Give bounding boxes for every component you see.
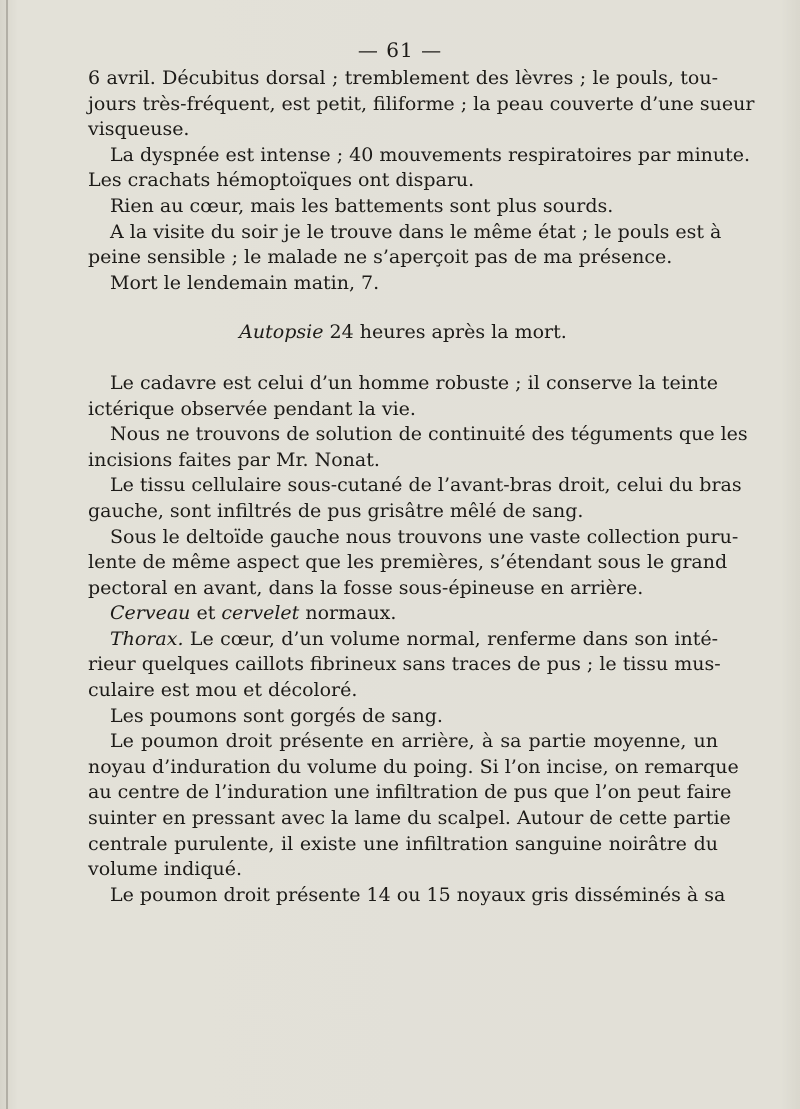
text-line: ictérique observée pendant la vie. xyxy=(88,397,416,420)
text-span: et xyxy=(190,602,222,625)
text-line xyxy=(88,627,718,653)
text-line: jours très-fréquent, est petit, filiforme ; la peau couverte d’une sueur xyxy=(88,92,755,115)
text-line xyxy=(88,601,718,627)
text-line: Les poumons sont gorgés de sang. xyxy=(110,704,443,727)
text-line: au centre de l’induration une infiltration de pus que l’on peut faire xyxy=(88,781,732,804)
page-edge-shadow xyxy=(6,0,8,1109)
text-line: incisions faites par Mr. Nonat. xyxy=(88,448,380,471)
text-span: Le cœur, d’un volume normal, renferme dans son inté- xyxy=(183,627,718,650)
text-line: rieur quelques caillots fibrineux sans traces de pus ; le tissu mus- xyxy=(88,653,721,676)
text-line: Sous le deltoïde gauche nous trouvons une vaste collection puru- xyxy=(110,525,739,548)
text-line: La dyspnée est intense ; 40 mouvements respiratoires par minute. xyxy=(110,143,751,166)
text-line: Le poumon droit présente en arrière, à sa partie moyenne, un xyxy=(110,730,718,753)
text-line: suinter en pressant avec la lame du scalpel. Autour de cette partie xyxy=(88,807,731,830)
text-line: Le poumon droit présente 14 ou 15 noyaux gris disséminés à sa xyxy=(110,883,726,906)
text-line: culaire est mou et décoloré. xyxy=(88,679,358,702)
body-text xyxy=(88,66,755,908)
section-title-rest: 24 heures après la mort. xyxy=(323,321,567,344)
italic-term: Thorax. xyxy=(110,627,184,650)
text-line: noyau d’induration du volume du poing. Si l’on incise, on remarque xyxy=(88,755,739,778)
text-span: normaux. xyxy=(299,602,397,625)
text-line: visqueuse. xyxy=(88,118,190,141)
text-line: Mort le lendemain matin, 7. xyxy=(110,271,380,294)
text-line: volume indiqué. xyxy=(88,858,243,881)
text-line: A la visite du soir je le trouve dans le même état ; le pouls est à xyxy=(110,220,722,243)
text-line: Nous ne trouvons de solution de continuité des téguments que les xyxy=(110,423,748,446)
text-line: centrale purulente, il existe une infiltration sanguine noirâtre du xyxy=(88,832,718,855)
text-line: Les crachats hémoptoïques ont disparu. xyxy=(88,169,475,192)
section-title xyxy=(88,320,718,346)
text-line: Le tissu cellulaire sous-cutané de l’avant-bras droit, celui du bras xyxy=(110,474,742,497)
page-number: — 61 — xyxy=(357,38,443,62)
text-line: lente de même aspect que les premières, s’étendant sous le grand xyxy=(88,551,728,574)
italic-term: Cerveau xyxy=(110,602,191,625)
text-line: Rien au cœur, mais les battements sont plus sourds. xyxy=(110,194,614,217)
text-line: gauche, sont infiltrés de pus grisâtre mêlé de sang. xyxy=(88,499,584,522)
text-line: peine sensible ; le malade ne s’aperçoit pas de ma présence. xyxy=(88,246,673,269)
italic-term: cervelet xyxy=(221,602,300,625)
text-line: Le cadavre est celui d’un homme robuste ; il conserve la teinte xyxy=(110,371,718,394)
text-line: 6 avril. Décubitus dorsal ; tremblement des lèvres ; le pouls, tou- xyxy=(88,67,718,89)
text-line: pectoral en avant, dans la fosse sous-épineuse en arrière. xyxy=(88,576,644,599)
section-title-italic: Autopsie xyxy=(239,321,324,344)
